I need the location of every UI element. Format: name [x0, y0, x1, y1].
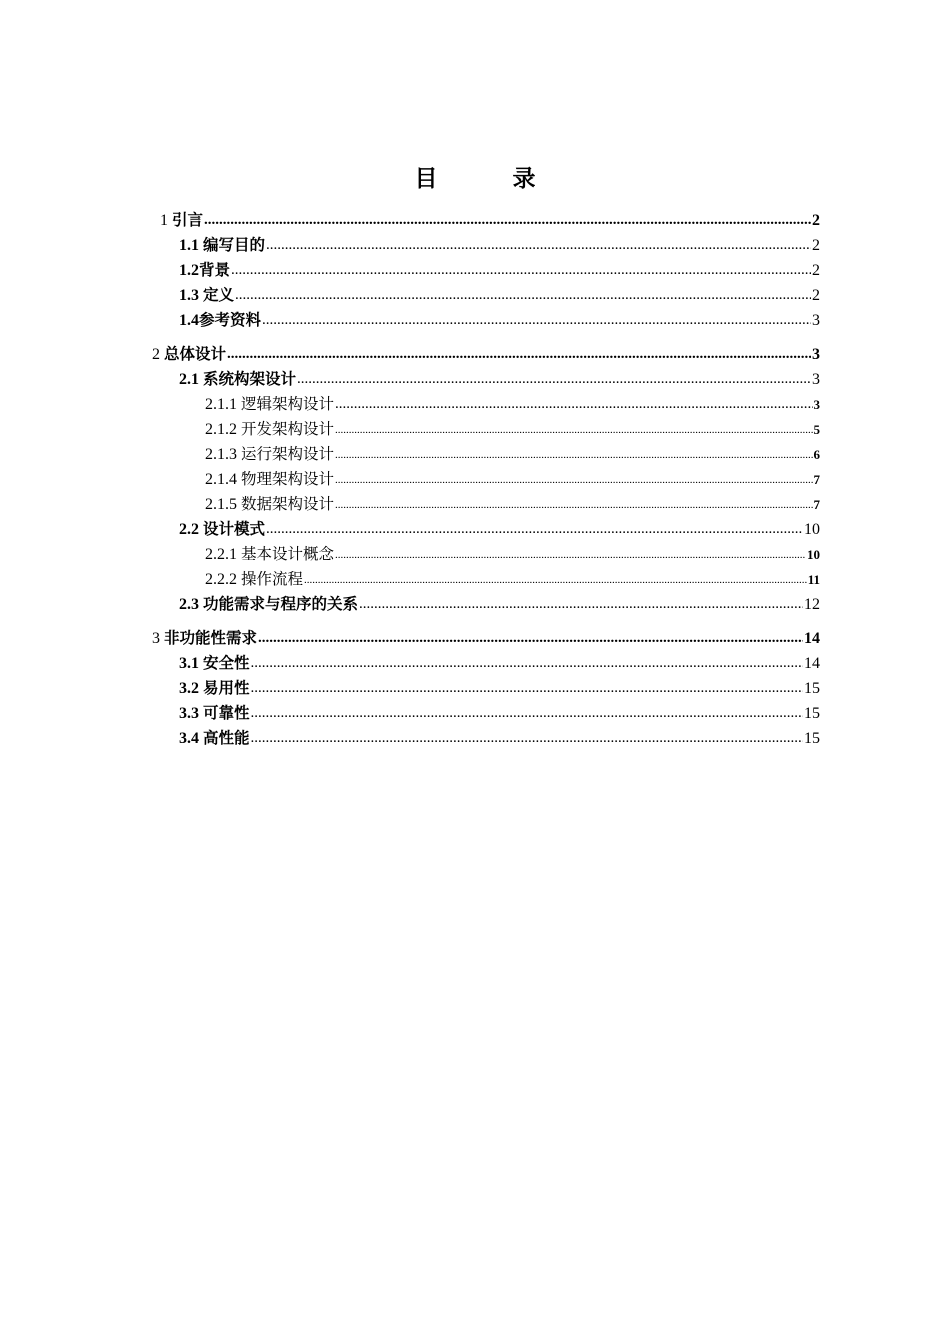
toc-entry-page: 14 [804, 655, 820, 672]
toc-entry-number: 1.1 [179, 237, 199, 254]
toc-entry-page: 6 [813, 447, 820, 462]
toc-leader-dots [335, 491, 812, 518]
toc-entry-2-2-2[interactable] [152, 567, 820, 592]
toc-entry-number: 3 [152, 630, 160, 647]
toc-entry-page: 2 [812, 262, 820, 279]
toc-entry-page: 2 [812, 237, 820, 254]
toc-entry-number: 2.1.5 [205, 496, 237, 513]
toc-entry-text: 操作流程 [241, 570, 304, 588]
toc-leader-dots [227, 341, 811, 367]
toc-entry-page: 11 [807, 572, 820, 587]
toc-entry-page: 15 [804, 705, 820, 722]
toc-leader-dots [335, 391, 812, 417]
toc-entry-text: 引言 [172, 211, 204, 229]
toc-entry-number: 2.1.1 [205, 396, 237, 413]
toc-entry-number: 3.3 [179, 705, 199, 722]
toc-entry-page: 2 [812, 287, 820, 304]
toc-entry-2-1-1[interactable] [152, 392, 820, 417]
toc-entry-text: 参考资料 [199, 311, 262, 329]
toc-entry-number: 2.1.3 [205, 446, 237, 463]
toc-leader-dots [335, 466, 812, 493]
toc-entry-text: 基本设计概念 [241, 545, 335, 563]
toc-entry-2[interactable] [152, 342, 820, 367]
toc-entry-1-1[interactable] [152, 233, 820, 258]
toc-entry-2-3[interactable] [152, 592, 820, 617]
toc-entry-text: 可靠性 [203, 704, 250, 722]
toc-entry-1-2[interactable] [152, 258, 820, 283]
toc-entry-number: 1.3 [179, 287, 199, 304]
toc-entry-number: 1 [160, 212, 168, 229]
toc-entry-text: 高性能 [203, 729, 250, 747]
toc-entry-number: 1.4 [179, 312, 199, 329]
toc-leader-dots [262, 307, 811, 333]
toc-entry-number: 2.1.4 [205, 471, 237, 488]
toc-entry-number: 2.1.2 [205, 421, 237, 438]
toc-entry-number: 2.2.1 [205, 546, 237, 563]
toc-entry-number: 2.3 [179, 596, 199, 613]
toc-entry-page: 10 [807, 547, 820, 562]
toc-leader-dots [235, 282, 811, 308]
toc-entry-2-2[interactable] [152, 517, 820, 542]
toc-entry-text: 运行架构设计 [241, 445, 335, 463]
toc-entry-number: 2.2 [179, 521, 199, 538]
toc-entry-text: 系统构架设计 [203, 370, 297, 388]
toc-entry-page: 2 [812, 212, 820, 229]
toc-entry-3-2[interactable] [152, 676, 820, 701]
toc-entry-1-3[interactable] [152, 283, 820, 308]
toc-entry-page: 7 [813, 497, 820, 512]
toc-leader-dots [231, 257, 811, 283]
toc-entry-3-4[interactable] [152, 726, 820, 751]
toc-leader-dots [204, 207, 811, 233]
toc-leader-dots [335, 441, 812, 468]
toc-entry-3-1[interactable] [152, 651, 820, 676]
toc-leader-dots [251, 725, 803, 751]
toc-entry-number: 3.4 [179, 730, 199, 747]
toc-entry-text: 数据架构设计 [241, 495, 335, 513]
toc-leader-dots [251, 650, 803, 676]
toc-entry-1[interactable] [152, 208, 820, 233]
toc-leader-dots [304, 566, 807, 593]
toc-entry-3[interactable] [152, 626, 820, 651]
toc-entry-1-4[interactable] [152, 308, 820, 333]
toc-leader-dots [297, 366, 811, 392]
toc-leader-dots [335, 416, 812, 443]
toc-entry-number: 1.2 [179, 262, 199, 279]
toc-entry-number: 3.2 [179, 680, 199, 697]
table-of-contents [152, 208, 820, 751]
toc-entry-number: 2.2.2 [205, 571, 237, 588]
toc-entry-text: 逻辑架构设计 [241, 395, 335, 413]
toc-entry-2-1-4[interactable] [152, 467, 820, 492]
toc-leader-dots [251, 700, 803, 726]
toc-leader-dots [266, 232, 811, 258]
toc-entry-page: 14 [804, 630, 820, 647]
toc-entry-page: 5 [813, 422, 820, 437]
toc-leader-dots [258, 625, 803, 651]
toc-entry-2-1[interactable] [152, 367, 820, 392]
toc-entry-text: 编写目的 [203, 236, 266, 254]
toc-leader-dots [266, 516, 803, 542]
toc-entry-text: 开发架构设计 [241, 420, 335, 438]
toc-entry-2-2-1[interactable] [152, 542, 820, 567]
toc-entry-text: 背景 [199, 261, 231, 279]
toc-entry-page: 12 [804, 596, 820, 613]
toc-entry-page: 3 [812, 346, 820, 363]
toc-title: 目 录 [414, 166, 562, 192]
toc-entry-text: 易用性 [203, 679, 250, 697]
toc-entry-number: 2 [152, 346, 160, 363]
toc-entry-text: 设计模式 [203, 520, 266, 538]
toc-entry-text: 定义 [203, 286, 235, 304]
toc-entry-text: 安全性 [203, 654, 250, 672]
toc-entry-3-3[interactable] [152, 701, 820, 726]
toc-entry-page: 15 [804, 730, 820, 747]
toc-entry-2-1-3[interactable] [152, 442, 820, 467]
toc-entry-text: 物理架构设计 [241, 470, 335, 488]
toc-entry-2-1-5[interactable] [152, 492, 820, 517]
toc-leader-dots [359, 591, 803, 617]
toc-leader-dots [251, 675, 803, 701]
toc-entry-page: 7 [813, 472, 820, 487]
toc-entry-page: 3 [812, 312, 820, 329]
toc-entry-text: 总体设计 [164, 345, 227, 363]
toc-entry-page: 3 [812, 371, 820, 388]
toc-entry-page: 15 [804, 680, 820, 697]
toc-entry-number: 3.1 [179, 655, 199, 672]
toc-entry-page: 10 [804, 521, 820, 538]
toc-entry-page: 3 [813, 397, 820, 412]
toc-entry-text: 非功能性需求 [164, 629, 258, 647]
toc-entry-number: 2.1 [179, 371, 199, 388]
toc-entry-text: 功能需求与程序的关系 [203, 595, 359, 613]
toc-entry-2-1-2[interactable] [152, 417, 820, 442]
toc-leader-dots [335, 541, 806, 568]
